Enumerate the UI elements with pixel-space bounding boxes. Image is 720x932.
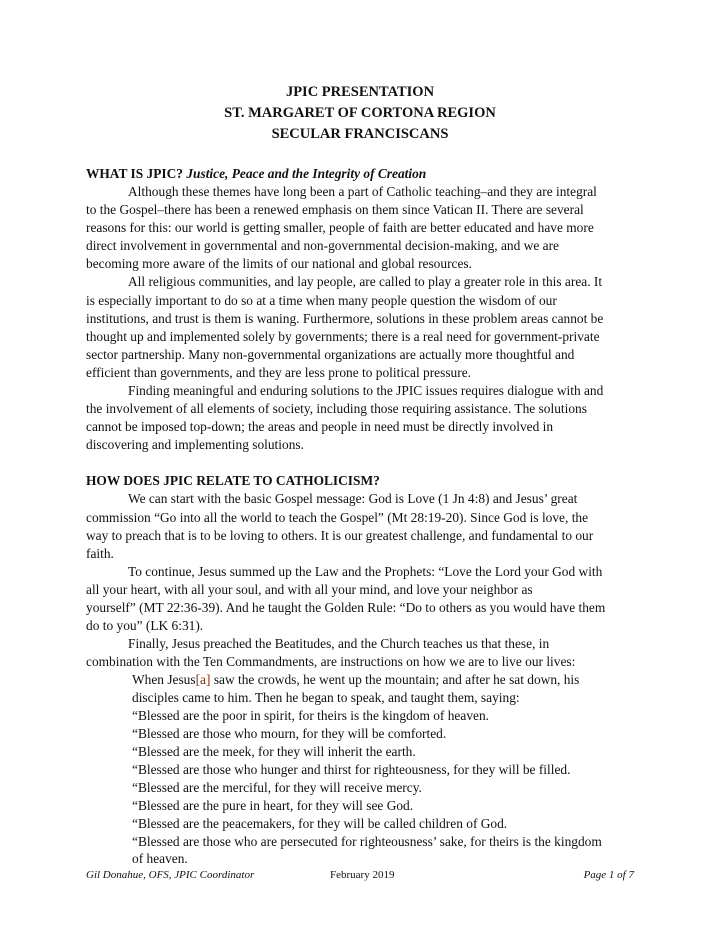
text-line: yourself” (MT 22:36-39). And he taught the Golden Rule: “Do to others as you would have them xyxy=(86,599,606,615)
paragraph xyxy=(86,635,634,671)
text-line: combination with the Ten Commandments, are instructions on how we are to live our lives: xyxy=(86,654,576,670)
quote-line: disciples came to him. Then he began to speak, and taught them, saying: xyxy=(132,690,520,706)
text-line: cannot be imposed top-down; the areas and people in need must be directly involved in xyxy=(86,419,554,435)
footer-page-number: Page 1 of 7 xyxy=(583,869,634,881)
text-line: do to you” (LK 6:31). xyxy=(86,618,204,634)
beatitudes-quote xyxy=(132,671,634,868)
document-title xyxy=(86,82,634,145)
quote-line: “Blessed are those who mourn, for they will be comforted. xyxy=(132,726,447,742)
quote-line: “Blessed are the merciful, for they will receive mercy. xyxy=(132,779,422,795)
section-what-is-jpic xyxy=(86,165,634,454)
text-line: direct involvement in governmental and non-governmental decision-making, and we are xyxy=(86,238,559,254)
quote-line: “Blessed are those who are persecuted for righteousness’ sake, for theirs is the kingdom xyxy=(132,833,602,849)
text-line: to the Gospel–there has been a renewed emphasis on them since Vatican II. There are several xyxy=(86,202,584,218)
quote-text: saw the crowds, he went up the mountain; and after he sat down, his xyxy=(210,672,580,688)
heading-subtitle: Justice, Peace and the Integrity of Creation xyxy=(186,166,427,181)
footnote-link[interactable]: [a] xyxy=(195,672,211,688)
title-line-1: JPIC PRESENTATION xyxy=(285,84,435,100)
quote-line xyxy=(132,671,634,689)
paragraph xyxy=(86,382,634,454)
quote-line: “Blessed are the pure in heart, for they will see God. xyxy=(132,797,414,813)
paragraph xyxy=(86,490,634,562)
text-line: commission “Go into all the world to teach the Gospel” (Mt 28:19-20). Since God is love, the xyxy=(86,509,589,525)
text-line: thought up and implemented solely by governments; there is a real need for government-private xyxy=(86,328,600,344)
quote-line: “Blessed are the poor in spirit, for theirs is the kingdom of heaven. xyxy=(132,708,489,724)
text-line: faith. xyxy=(86,545,114,561)
quote-line: “Blessed are those who hunger and thirst for righteousness, for they will be filled. xyxy=(132,761,571,777)
text-line: all your heart, with all your soul, and with all your mind, and love your neighbor as xyxy=(86,581,533,597)
text-line: All religious communities, and lay people, are called to play a greater role in this area. It xyxy=(128,274,603,290)
paragraph xyxy=(86,563,634,635)
quote-line: “Blessed are the peacemakers, for they will be called children of God. xyxy=(132,815,508,831)
text-line: To continue, Jesus summed up the Law and the Prophets: “Love the Lord your God with xyxy=(128,563,603,579)
paragraph xyxy=(86,273,634,382)
text-line: Finally, Jesus preached the Beatitudes, and the Church teaches us that these, in xyxy=(128,636,550,652)
page-footer xyxy=(86,869,634,885)
text-line: efficient than governments, and they are less prone to political pressure. xyxy=(86,364,471,380)
text-line: Although these themes have long been a part of Catholic teaching–and they are integral xyxy=(128,184,597,199)
text-line: institutions, and trust is them is waning. Furthermore, solutions in these problem areas cannot be xyxy=(86,310,604,326)
title-line-2: ST. MARGARET OF CORTONA REGION xyxy=(224,105,496,121)
section-heading: HOW DOES JPIC RELATE TO CATHOLICISM? xyxy=(86,473,380,489)
text-line: way to preach that is to be loving to others. It is our greatest challenge, and fundamental to our xyxy=(86,527,594,543)
footer-date: February 2019 xyxy=(330,869,395,881)
text-line: We can start with the basic Gospel message: God is Love (1 Jn 4:8) and Jesus’ great xyxy=(128,491,578,507)
text-line: reasons for this: our world is getting smaller, people of faith are better educated and have more xyxy=(86,220,594,236)
quote-text: When Jesus xyxy=(132,672,196,688)
section-heading xyxy=(86,165,634,183)
quote-line: of heaven. xyxy=(132,851,188,867)
quote-line: “Blessed are the meek, for they will inherit the earth. xyxy=(132,743,416,759)
text-line: sector partnership. Many non-governmental organizations are actually more thoughtful and xyxy=(86,346,575,362)
text-line: discovering and implementing solutions. xyxy=(86,437,304,453)
text-line: Finding meaningful and enduring solutions to the JPIC issues requires dialogue with and xyxy=(128,383,604,399)
section-jpic-catholicism xyxy=(86,472,634,868)
text-line: is especially important to do so at a time when many people question the wisdom of our xyxy=(86,292,557,308)
text-line: the involvement of all elements of society, including those requiring assistance. The solutions xyxy=(86,401,587,417)
title-line-3: SECULAR FRANCISCANS xyxy=(271,126,449,142)
text-line: becoming more aware of the limits of our national and global resources. xyxy=(86,256,472,272)
paragraph xyxy=(86,183,634,273)
footer-author: Gil Donahue, OFS, JPIC Coordinator xyxy=(86,869,255,881)
document-page xyxy=(86,82,634,868)
heading-text: WHAT IS JPIC? xyxy=(86,166,183,181)
